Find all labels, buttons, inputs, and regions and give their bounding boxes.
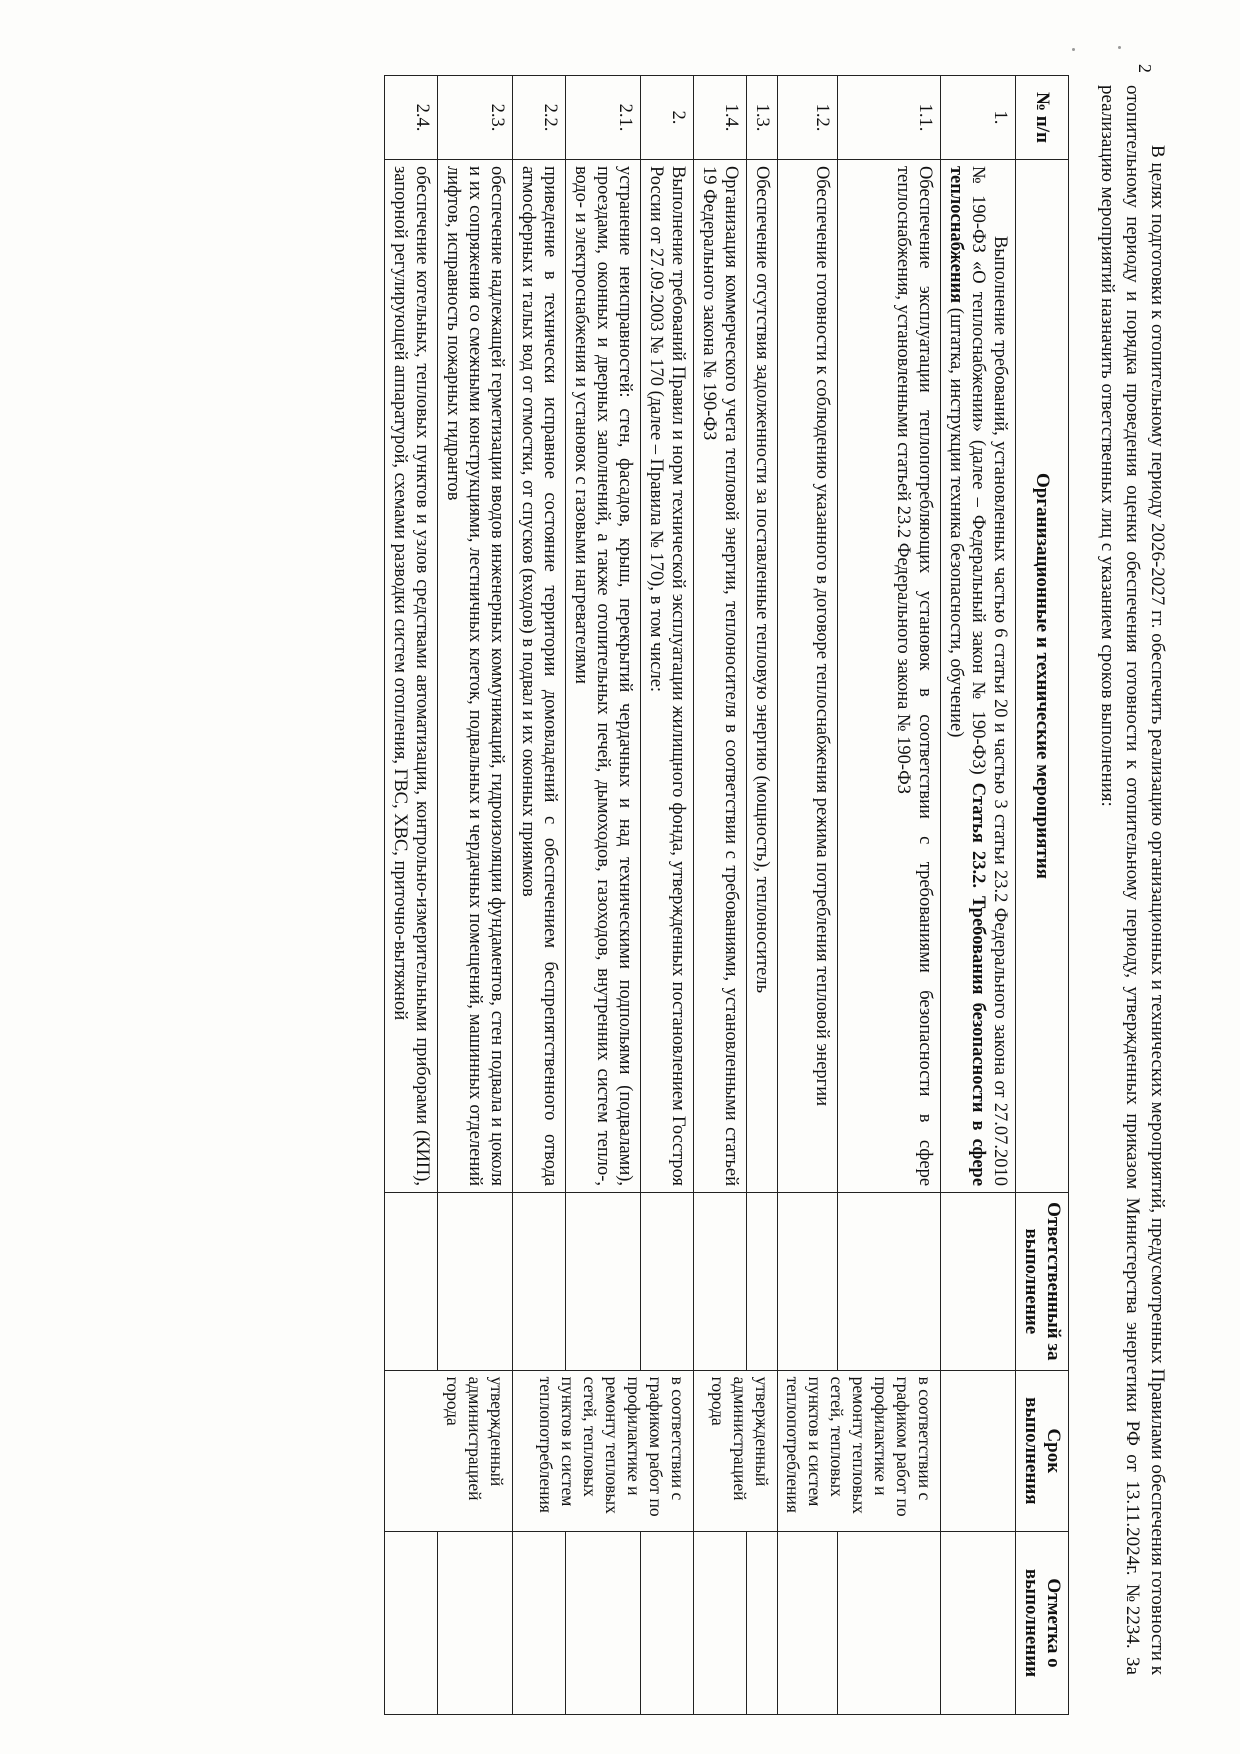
row-responsible: [641, 1193, 694, 1371]
row-responsible: [694, 1193, 747, 1371]
row-mark: [747, 1532, 778, 1715]
row-mark: [641, 1532, 694, 1715]
row-mark: [438, 1532, 513, 1715]
row-responsible: [941, 1193, 1016, 1371]
header-deadline: Срок выполнения: [1016, 1370, 1069, 1531]
scan-mark: [1118, 46, 1121, 49]
row-measure: приведение в технически исправное состояние территории домовладений с обеспечением беспрепятственного отвода атмосферных и талых вод от отмостки, от спусков (входов) в подвал и их оконных приямков: [513, 159, 566, 1192]
row-number: 2.2.: [513, 76, 566, 160]
measures-table: [384, 75, 1069, 1715]
row-measure-tail: (штатка, инструкции техника безопасности, обучение): [946, 307, 966, 738]
row-measure: Обеспечение готовности к соблюдению указанного в договоре теплоснабжения режима потребления тепловой энергии: [778, 159, 838, 1192]
row-responsible: [438, 1193, 513, 1371]
row-number: 1.1.: [838, 76, 941, 160]
row-number: 2.: [641, 76, 694, 160]
row-number: 2.1.: [566, 76, 641, 160]
page-number: 2: [1135, 64, 1155, 73]
rotated-page: [0, 75, 1170, 1715]
table-row: [838, 76, 941, 1715]
table-row: [941, 76, 1016, 1715]
row-number: 2.4.: [385, 76, 438, 160]
row-mark: [694, 1532, 747, 1715]
table-header-row: [1016, 76, 1069, 1715]
row-responsible: [513, 1193, 566, 1371]
row-number: 1.3.: [747, 76, 778, 160]
row-measure: Выполнение требований Правил и норм технической эксплуатации жилищного фонда, утвержденных постановлением Госстроя России от 27.09.2003 № 170 (далее – Правила № 170), в том числе:: [641, 159, 694, 1192]
row-number: 1.: [941, 76, 1016, 160]
header-measures: Организационные и технические мероприятия: [1016, 159, 1069, 1192]
row-number: 1.2.: [778, 76, 838, 160]
row-responsible: [747, 1193, 778, 1371]
row-measure: Обеспечение отсутствия задолженности за поставленные тепловую энергию (мощность), теплоноситель: [747, 159, 778, 1192]
row-deadline: [941, 1370, 1016, 1531]
row-mark: [778, 1532, 838, 1715]
row-responsible: [566, 1193, 641, 1371]
row-responsible: [385, 1193, 438, 1371]
row-deadline: утвержденный администрацией города: [694, 1370, 778, 1531]
row-measure: обеспечение надлежащей герметизации вводов инженерных коммуникаций, гидроизоляции фундаментов, стен подвала и цоколя и их сопряжения со смежными конструкциями, лестничных клеток, подвальных и чердачных помещений, машинных отделений лифтов, исправность пожарных гидрантов: [438, 159, 513, 1192]
header-mark: Отметка о выполнении: [1016, 1532, 1069, 1715]
row-deadline: в соответствии с графиком работ по профилактике и ремонту тепловых сетей, тепловых пунктов и систем теплопотребления: [778, 1370, 941, 1531]
row-mark: [385, 1532, 438, 1715]
header-number: № п/п: [1016, 76, 1069, 160]
intro-paragraph: В целях подготовки к отопительному периоду 2026-2027 гг. обеспечить реализацию организационных и технических мероприятий, предусмотренных Правилами обеспечения готовности к отопительному периоду и порядка проведения оценки обеспечения готовности к отопительному периоду, утвержденных приказом Министерства энергетики РФ от 13.11.2024г. №2234. За реализацию мероприятий назначить ответственных лиц с указанием сроков выполнения:: [1097, 85, 1168, 1675]
table-row: [438, 76, 513, 1715]
row-measure-text: Выполнение требований, установленных частью 6 статьи 20 и частью 3 статьи 23.2 Федерального закона от 27.07.2010 № 190-ФЗ «О теплоснабжении» (далее – Федеральный закон № 190-ФЗ): [968, 165, 1010, 1187]
row-responsible: [778, 1193, 838, 1371]
table-row: [641, 76, 694, 1715]
row-measure: [941, 159, 1016, 1192]
row-number: 2.3.: [438, 76, 513, 160]
row-measure: Обеспечение эксплуатации теплопотребляющих установок в соответствии с требованиями безопасности в сфере теплоснабжения, установленными статьей 23.2 Федерального закона № 190-ФЗ: [838, 159, 941, 1192]
scan-mark: [1072, 48, 1075, 51]
row-responsible: [838, 1193, 941, 1371]
row-measure: устранение неисправностей: стен, фасадов, крыш, перекрытий чердачных и над техническими подпольями (подвалами), проездами, оконных и дверных заполнений, а также отопительных печей, дымоходов, газоходов, внутренних систем тепло-, водо- и электроснабжения и установок с газовыми нагревателями: [566, 159, 641, 1192]
row-mark: [513, 1532, 566, 1715]
row-mark: [941, 1532, 1016, 1715]
row-measure: обеспечение котельных, тепловых пунктов и узлов средствами автоматизации, контрольно-измерительными приборами (КИП), запорной регулирующей аппаратурой, схемами разводки систем отопления, ГВС, ХВС, приточно-вытяжной: [385, 159, 438, 1192]
row-mark: [566, 1532, 641, 1715]
table-row: [747, 76, 778, 1715]
row-deadline: утвержденный администрацией города: [385, 1370, 513, 1531]
row-mark: [838, 1532, 941, 1715]
row-measure-bold: Статья 23.2. Требования безопасности в сфере теплоснабжения: [946, 165, 988, 1187]
row-deadline: в соответствии с графиком работ по профилактике и ремонту тепловых сетей, тепловых пунктов и систем теплопотребления: [513, 1370, 694, 1531]
row-measure: Организация коммерческого учета тепловой энергии, теплоносителя в соответствии с требованиями, установленными статьей 19 Федерального закона № 190-ФЗ: [694, 159, 747, 1192]
header-responsible: Ответственный за выполнение: [1016, 1193, 1069, 1371]
row-number: 1.4.: [694, 76, 747, 160]
